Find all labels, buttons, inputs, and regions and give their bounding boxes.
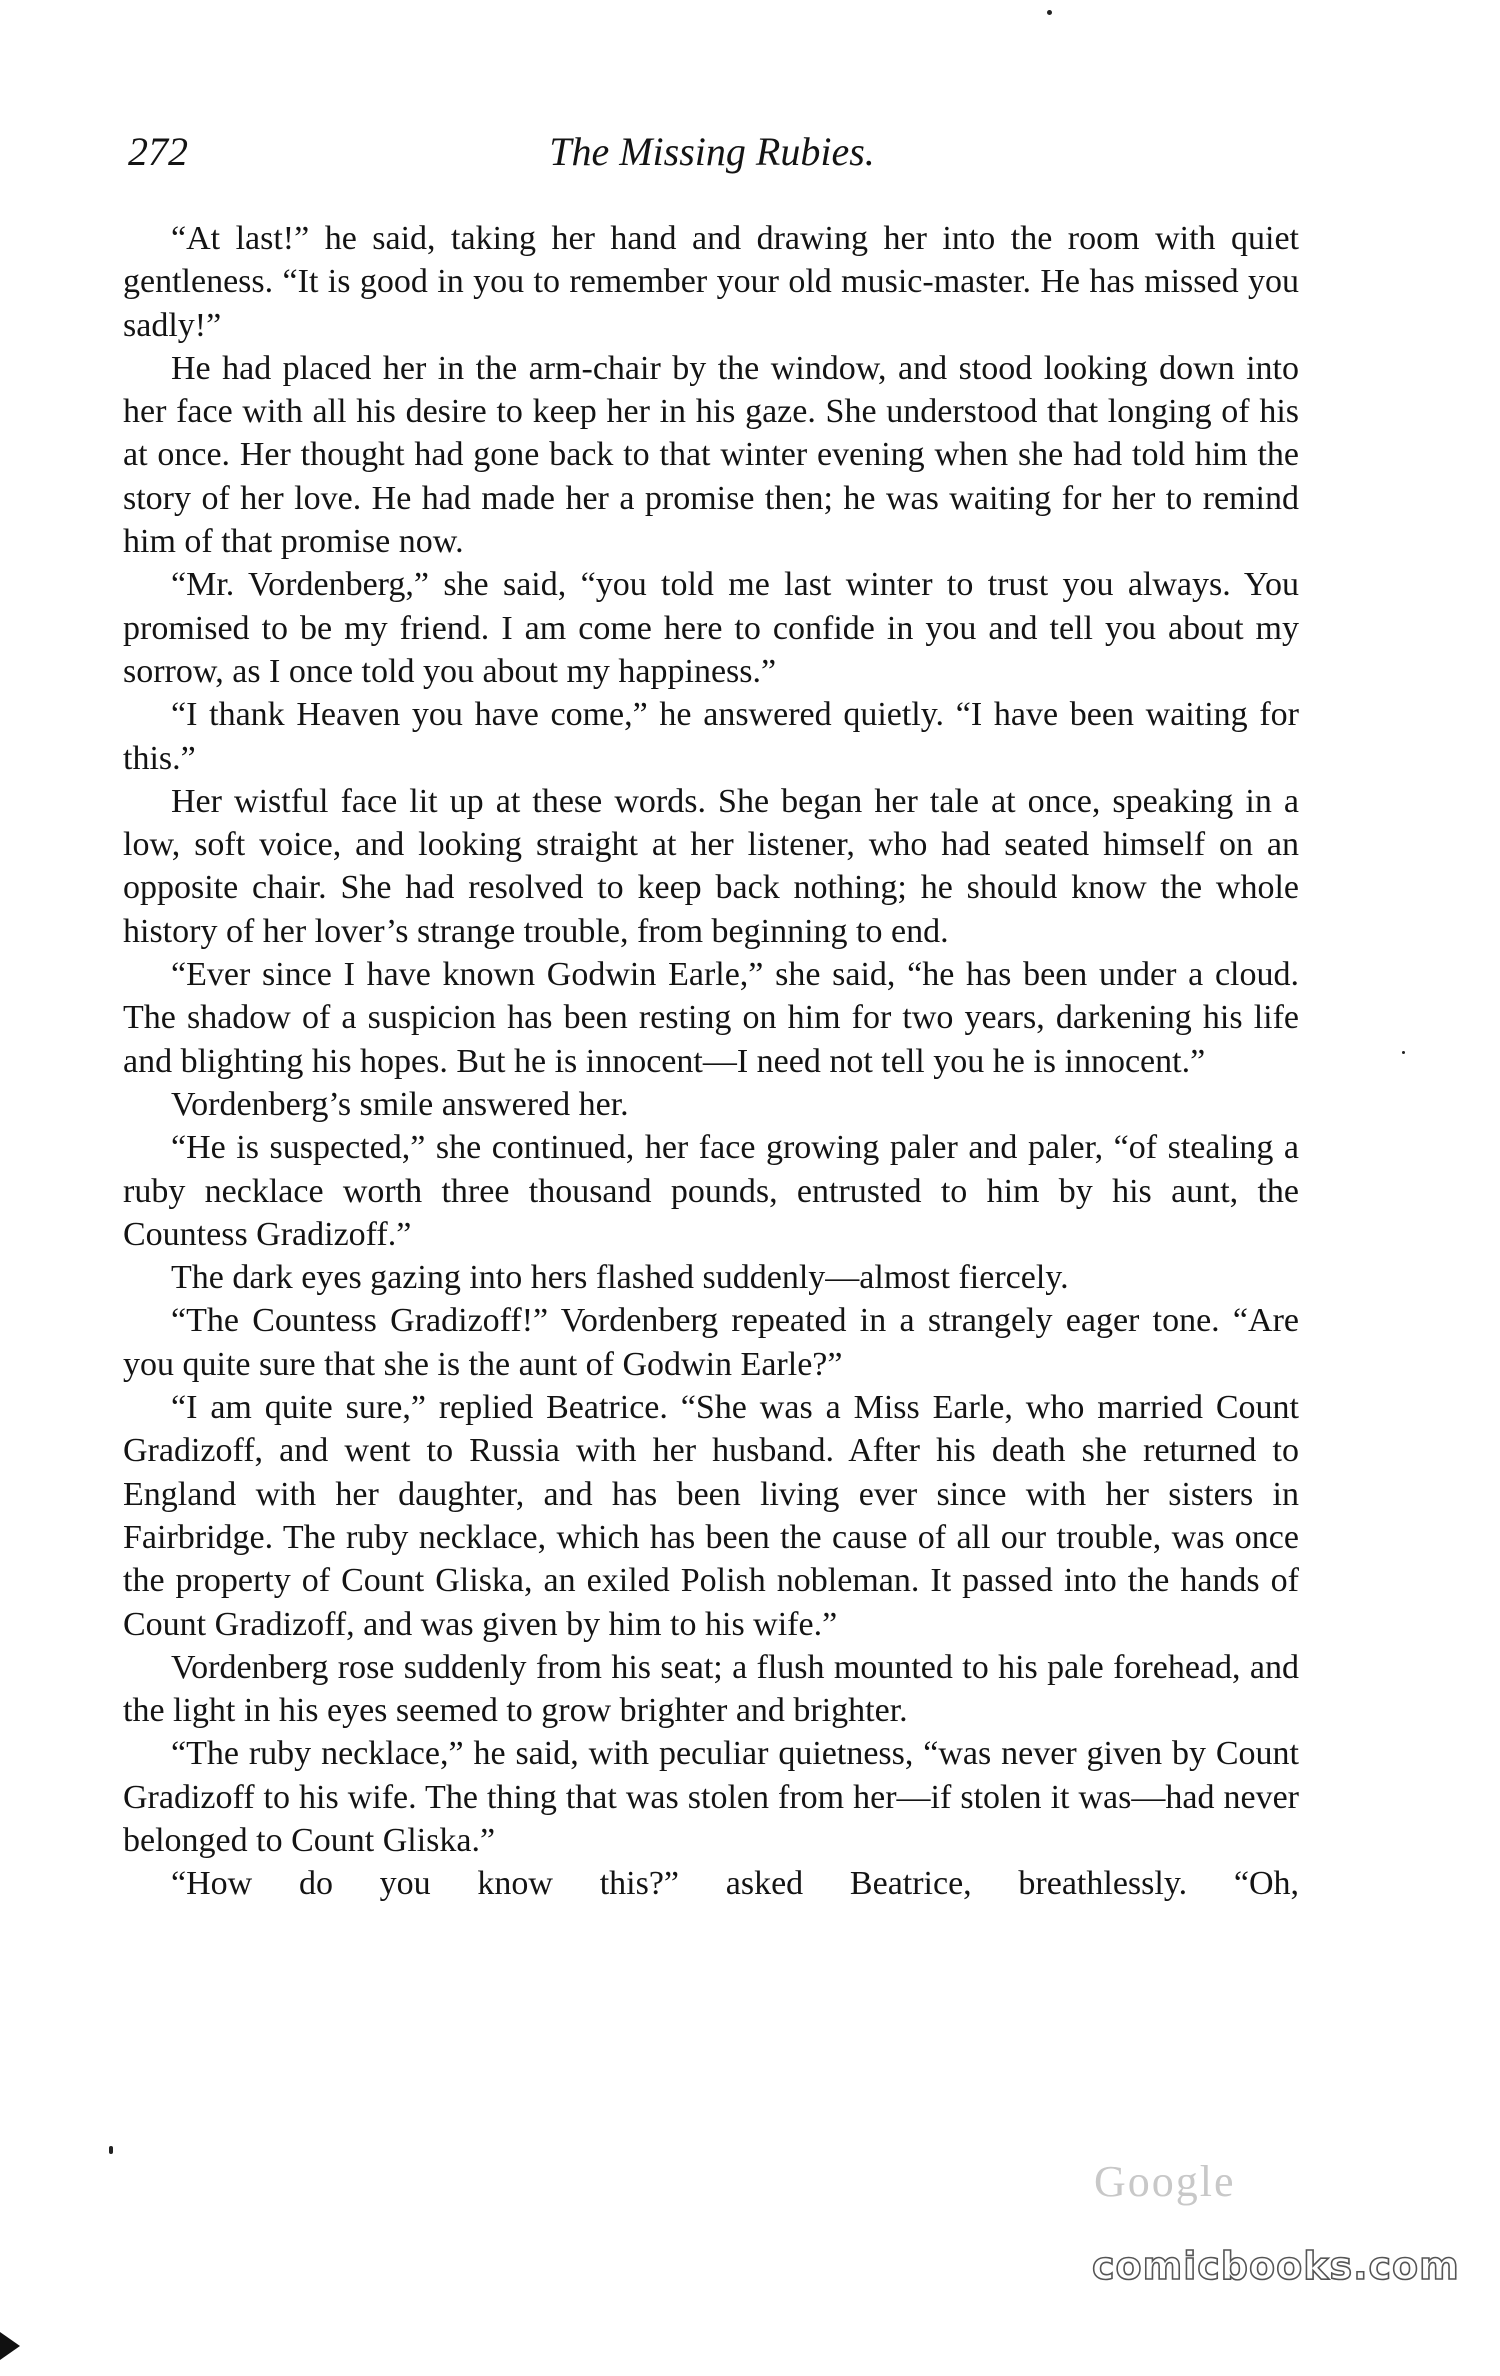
page-number: 272: [128, 129, 188, 174]
ink-speck: [1402, 1051, 1405, 1054]
paragraph: The dark eyes gazing into hers flashed suddenly—almost fiercely.: [171, 1259, 1069, 1297]
paragraph: “Ever since I have known Godwin Earle,” she said, “he has been under a cloud. The shadow of a suspicion has been resting on him for two years, darkening his life and blighting his hopes. But he is innocent—I need not tell you he is innocent.”: [123, 956, 1299, 1080]
paragraph: “The Countess Gradizoff!” Vordenberg repeated in a strangely eager tone. “Are you quite sure that she is the aunt of Godwin Earle?”: [123, 1302, 1299, 1383]
page-header: [128, 128, 1296, 188]
paragraph: He had placed her in the arm-chair by the window, and stood looking down into her face with all his desire to keep her in his gaze. She understood that longing of his at once. Her thought had gone back to that winter evening when she had told him the story of her love. He had made her a promise then; he was waiting for her to remind him of that promise now.: [123, 349, 1299, 561]
ink-speck: [1047, 10, 1052, 15]
paragraph: “He is suspected,” she continued, her face growing paler and paler, “of stealing a ruby necklace worth three thousand pounds, entrusted to him by his aunt, the Countess Gradizoff.”: [123, 1129, 1299, 1253]
google-watermark: Google: [1094, 2157, 1236, 2206]
body-text: [123, 217, 1299, 1906]
paragraph: “I thank Heaven you have come,” he answered quietly. “I have been waiting for this.”: [123, 696, 1299, 777]
paragraph: “The ruby necklace,” he said, with peculiar quietness, “was never given by Count Gradizoff to his wife. The thing that was stolen from her—if stolen it was—had never belonged to Count Gliska.”: [123, 1735, 1299, 1859]
paragraph: “I am quite sure,” replied Beatrice. “She was a Miss Earle, who married Count Gradizoff, and went to Russia with her husband. After his death she returned to England with her daughter, and has been living ever since with her sisters in Fairbridge. The ruby necklace, which has been the cause of all our trouble, was once the property of Count Gliska, an exiled Polish nobleman. It passed into the hands of Count Gradizoff, and was given by him to his wife.”: [123, 1389, 1299, 1643]
site-watermark: comicbooks.com: [1092, 2244, 1460, 2288]
page-edge-mark: [0, 2332, 20, 2360]
paragraph: Vordenberg’s smile answered her.: [171, 1085, 629, 1123]
paragraph: “How do you know this?” asked Beatrice, breathlessly. “Oh,: [171, 1865, 1299, 1903]
paragraph: Vordenberg rose suddenly from his seat; a flush mounted to his pale forehead, and the light in his eyes seemed to grow brighter and brighter.: [123, 1648, 1299, 1730]
paragraph: “At last!” he said, taking her hand and drawing her into the room with quiet gentleness. “It is good in you to remember your old music-master. He has missed you sadly!”: [123, 220, 1299, 344]
paragraph: Her wistful face lit up at these words. She began her tale at once, speaking in a low, soft voice, and looking straight at her listener, who had seated himself on an opposite chair. She had resolved to keep back nothing; he should know the whole history of her lover’s strange trouble, from beginning to end.: [123, 782, 1299, 950]
running-title: The Missing Rubies.: [549, 129, 875, 174]
paragraph: “Mr. Vordenberg,” she said, “you told me last winter to trust you always. You promised to be my friend. I am come here to confide in you and tell you about my sorrow, as I once told you about my happiness.”: [123, 566, 1299, 690]
ink-speck: [109, 2146, 113, 2154]
